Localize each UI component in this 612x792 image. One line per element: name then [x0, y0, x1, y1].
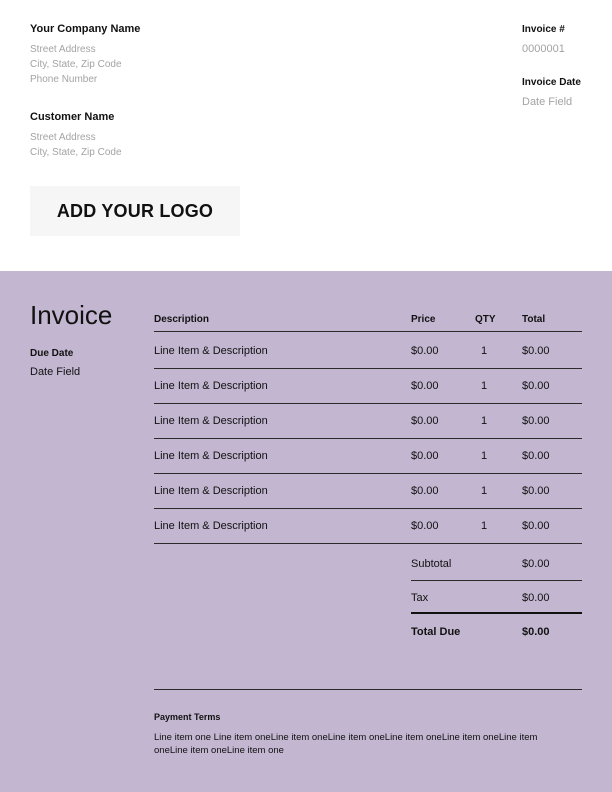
line-item-qty: 1: [481, 520, 488, 532]
column-header-total: Total: [522, 314, 546, 325]
line-item-description: Line Item & Description: [154, 485, 268, 497]
invoice-number-value: 0000001: [522, 43, 565, 55]
line-item-qty: 1: [481, 450, 488, 462]
line-item-qty: 1: [481, 415, 488, 427]
header-section: [0, 0, 612, 271]
subtotal-label: Subtotal: [411, 558, 452, 570]
tax-divider: [411, 612, 582, 614]
line-item-price: $0.00: [411, 520, 439, 532]
tax-label: Tax: [411, 592, 429, 604]
column-header-price: Price: [411, 314, 436, 325]
total-due-label: Total Due: [411, 626, 461, 638]
line-item-price: $0.00: [411, 415, 439, 427]
line-item-total: $0.00: [522, 380, 550, 392]
line-item-description: Line Item & Description: [154, 345, 268, 357]
line-item-total: $0.00: [522, 450, 550, 462]
payment-terms-text: Line item one Line item oneLine item oneLine item oneLine item oneLine item oneLine item oneLine item oneLine item one: [154, 732, 538, 756]
row-divider: [154, 438, 582, 439]
invoice-number-label: Invoice #: [522, 24, 565, 35]
company-street: Street Address: [30, 44, 96, 55]
total-due-value: $0.00: [522, 626, 550, 638]
row-divider: [154, 508, 582, 509]
line-item-description: Line Item & Description: [154, 450, 268, 462]
customer-name: Customer Name: [30, 111, 115, 123]
line-item-total: $0.00: [522, 520, 550, 532]
subtotal-divider: [411, 580, 582, 581]
subtotal-value: $0.00: [522, 558, 550, 570]
invoice-date-value: Date Field: [522, 96, 573, 108]
company-phone: Phone Number: [30, 74, 98, 85]
line-item-price: $0.00: [411, 380, 439, 392]
due-date-label: Due Date: [30, 348, 74, 359]
customer-city: City, State, Zip Code: [30, 147, 122, 158]
line-item-price: $0.00: [411, 485, 439, 497]
line-item-price: $0.00: [411, 450, 439, 462]
customer-street: Street Address: [30, 132, 96, 143]
due-date-value: Date Field: [30, 366, 81, 378]
row-divider: [154, 368, 582, 369]
company-city: City, State, Zip Code: [30, 59, 122, 70]
line-item-description: Line Item & Description: [154, 520, 268, 532]
line-item-total: $0.00: [522, 485, 550, 497]
row-divider: [154, 403, 582, 404]
terms-divider: [154, 689, 582, 690]
invoice-date-label: Invoice Date: [522, 77, 581, 88]
invoice-title: Invoice: [30, 300, 113, 330]
line-item-qty: 1: [481, 345, 488, 357]
line-item-qty: 1: [481, 380, 488, 392]
line-item-total: $0.00: [522, 415, 550, 427]
column-header-description: Description: [154, 314, 210, 325]
payment-terms-title: Payment Terms: [154, 712, 221, 722]
row-divider: [154, 473, 582, 474]
header-divider: [154, 331, 582, 332]
line-item-description: Line Item & Description: [154, 415, 268, 427]
tax-value: $0.00: [522, 592, 550, 604]
table-bottom-divider: [154, 543, 582, 544]
line-item-qty: 1: [481, 485, 488, 497]
line-item-price: $0.00: [411, 345, 439, 357]
logo-placeholder: ADD YOUR LOGO: [30, 186, 240, 236]
company-name: Your Company Name: [30, 23, 141, 35]
line-item-total: $0.00: [522, 345, 550, 357]
invoice-section: [0, 271, 612, 792]
line-item-description: Line Item & Description: [154, 380, 268, 392]
column-header-qty: QTY: [475, 314, 496, 325]
